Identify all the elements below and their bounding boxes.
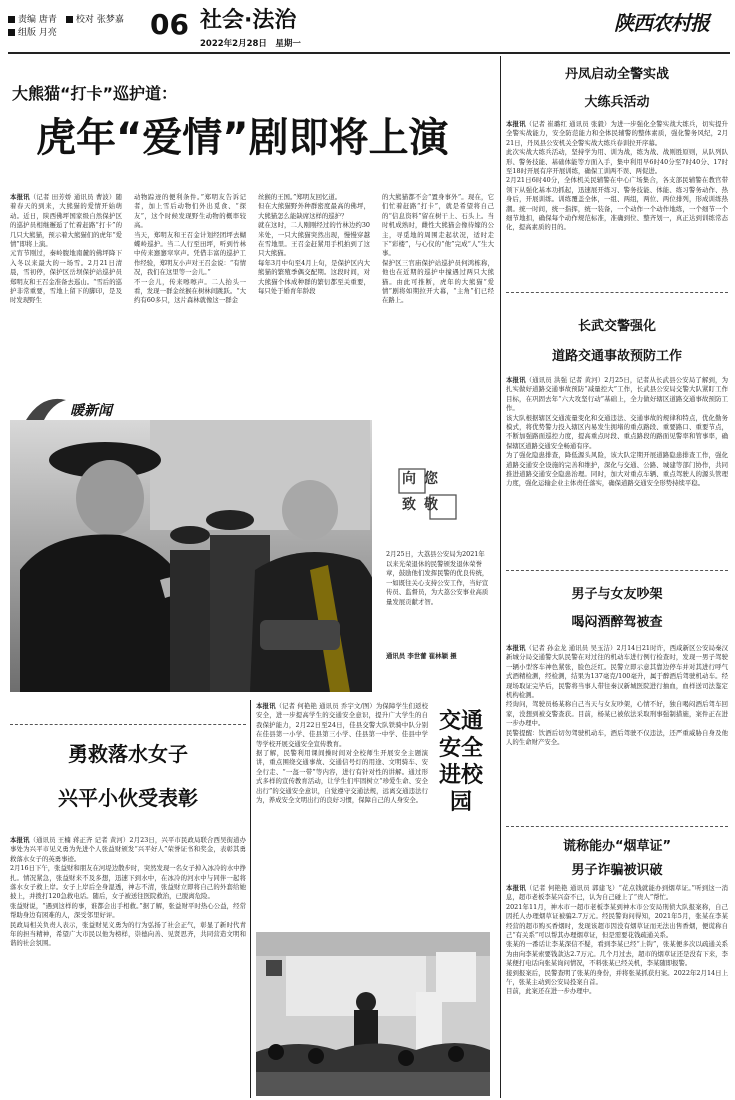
masthead-logo: 陕西农村报 [614,11,709,35]
traffic-body: 本报讯（记者 何艳艳 通讯员 乔宇文/图）为保障学生们返校安全，进一步提高学生的交通安全意识，提升广大学生的自我保护能力，2月22日至24日，佳县交警大队铁骑中队分别在佳县第一小学、佳县第三小学、佳县第一中学、佳县中学等学校开展交通安全宣传教育。 据了解，民警利用课间操时间对全校师生开展安全主题演讲，重点围绕交通事故、交通信号灯的用途、文明骑车、安全行走、“一盔一带”等内容，进行有针对性的讲解。通过形式多样的宣传教育活动，让学生们牢固树立“珍爱生命、安全出行”的交通安全意识，自觉遵守交通法规，远离交通违法行为，养成安全文明出行的良好习惯，保障自己的人身安全。 [256,702,428,805]
fraud-body: 本报讯（记者 何艳艳 通讯员 郭建飞）“花点钱就能办到烟草证。”听到这一消息，超市老板李某兴奋不已，认为自己碰上了“贵人”帮忙。 2021年11月，神木市一超市老板李某到神木市公安局刑侦大队报案称，自己因托人办理烟草证被骗2.7万元。经民警询问得知，2021年5月，张某在李某经营的超市购买香烟时，发现该超市因没有烟草证而无法出售香烟，便谎称自己“有关系”可以帮其办理烟草证，但是需要花钱疏通关系。 张某的一番话让李某深信不疑，看到李某已经“上钩”，张某便多次以疏通关系为由向李某索要钱款达2.7万元。几个月过去，超市的烟草证还是没有下来，李某便打电话向张某询问情况，不料张某已经关机，李某随即报警。 接到报案后，民警查明了张某的身份，并将张某抓获归案。2022年2月14日上午，张某主动到公安局投案自首。 目前，此案还在进一步办理中。 [506,884,728,996]
panda-col4: 的大熊猫都不会“置身事外”。现在，它们忙着赶路“打卡”，就是希望将自己的“信息资料”留在树干上、石头上。当时机成熟时，雌性大熊猫会像待嫁的公主，寻觅地的周围走起状况，适时走下“彩楼”，与心仪的“他”完成“人”生大事。 保护区三官庙保护站巡护员何鸿栋称，他也在近期的巡护中撞遇过两只大熊猫。由此可推断，虎年的大熊猫“爱情”剧将如期拉开大幕，“主角”们已经在路上。 [382,193,494,305]
drunk-title-1: 男子与女友吵架 [571,587,663,602]
rescue-top-rule [10,724,246,725]
changwu-divider [506,570,728,571]
proof-label: 校对 [75,15,94,25]
layout-name: 月亮 [38,28,57,38]
rescue-body: 本报讯（通讯员 王楠 蒋正齐 记者 黄河）2月23日，兴平市民政局联合西吴街道办事处为兴平市见义勇为先进个人张益财颁发“兴平好人”荣誉证书和奖金，表彰其勇救落水女子的英勇事迹。 2月16日下午，张益财和朋友在河堤边散步时，突然发现一名女子掉入冰冷的水中挣扎。情况紧急，张益财来不及多想，迅速下到水中，在冰冷的河水中与同伴一起将落水女子救上岸。女子上岸后全身湿透，神志不清，张益财立即将自己的外套给她披上，并拨打120急救电话。随后，女子被送往医院救治，已脱离危险。 张益财说，“遇到这样的事，谁都会出手相救。”据了解，张益财平时热心公益，经常帮助身边有困难的人，深受邻里好评。 民政局相关负责人表示，张益财见义勇为的行为弘扬了社会正气，彰显了新时代青年的担当精神，希望广大市民以他为榜样，崇德向善、见贤思齐，共同营造文明和谐的社会氛围。 [10,836,246,948]
square-icon [8,16,15,23]
rescue-title-1: 勇救落水女子 [68,742,188,766]
page-number: 06 [150,8,189,41]
photo-credit: 通讯员 李世蕾 崔林颖 摄 [386,652,457,660]
header-credits [8,14,148,40]
layout-label: 组版 [18,28,37,38]
right-column-divider [500,56,501,1098]
fraud-title-2: 男子诈骗被识破 [571,863,663,878]
danfeng-title-2: 大练兵活动 [584,95,650,110]
drunk-title-2: 喝闷酒醉驾被查 [571,615,663,630]
drunk-divider [506,826,728,827]
changwu-body: 本报讯（通讯员 洪强 记者 黄河）2月25日，记者从长武县公安局了解到，为扎实做好道路交通事故预防“减量控大”工作，长武县公安局交警大队紧盯工作目标，在巩固去年“六大攻坚行动”基础上，全力做好辖区道路交通事故预防工作。 该大队根据辖区交通流量变化和交通违法、交通事故的规律和特点，优化勤务模式，将优势警力投入辖区内易发生拥堵的重点路段、重要路口、重要节点，不断加强路面巡控力度，提高重点时段、重点路段的路面见警率和管事率，确保辖区道路交通安全畅通有序。 为了强化隐患排查，降低源头风险，该大队定期开展道路隐患排查工作，强化道路交通安全设施的完善和维护，深化与交通、公路、城建等部门协作，共同推进道路交通安全隐患治理。同时，加大对重点车辆、重点驾驶人的源头管理力度，强化运输企业主体责任落实，确保道路交通安全形势持续平稳。 [506,376,728,488]
rescue-title-2: 兴平小伙受表彰 [58,786,198,810]
photo-caption: 2月25日，大荔县公安局为2021年以来光荣退休的民警颁发退休荣誉章，鼓励他们发挥民警的优良传统，一如既往关心支持公安工作，当好宣传员、监督员，为大荔公安事业高质量发展贡献才智。 [386,550,489,606]
school-safety-photo [256,932,490,1096]
square-icon [66,16,73,23]
square-icon [8,29,15,36]
nuan-news-label: 暖新闻 [22,390,142,426]
fraud-title-1: 谎称能办“烟草证” [562,839,672,854]
header-rule [8,52,730,54]
editor-name: 唐青 [38,15,57,25]
panda-col3: 丝猴的王国。”郑明友回忆道。 但在大熊猫野外种群密度最高的佛坪，大熊猫怎么能缺席这样的巡护？ 就在这时，二人刚刚经过的竹林边约30米处，一只大熊猫突然出现，慢慢穿越在雪地里。王召金赶紧用手机拍到了这只大熊猫。 每年3月中旬至4月上旬，是保护区内大熊猫的繁殖季偶交配期。这段时间，对大熊猫个体成种群的繁衍都至关重要，每只处于婚育年龄段 [258,193,370,296]
danfeng-divider [506,292,728,293]
danfeng-body: 本报讯（记者 崔璐红 通讯员 张毅）为进一步强化全警实战大练兵，切实提升全警实战能力，安全防范能力和全体民辅警的整体素质，强化警务风纪，2月21日，丹凤县公安机关全警实战大练兵春训拉开序幕。 此次实战大练兵活动，坚持学为用、训为战，练为战、战则胜原则，从队列队形、警务技能、基础体能等方面入手，集中利用早6时40分至7时40分、17时至18时开展有序开展训练，确保工训两不误、两促进。 2月21日6时40分，全体机关民辅警在中心广场集合，各支部民辅警在教官带领下从强化基本功抓起，迅速展开练习、警务技能、体能、练习警务动作、热身后，开展训练。训练覆盖全体，一组、两组，两位、两位排列，形成训练热潮。统一时间，统一指挥，统一装备，一个动作一个动作地练，一个细节一个细节地扣，确保每个动作规范标准，准确到位、整齐划一，真正达到训练常态化，提高素质的目的。 [506,120,728,232]
column-divider [250,700,251,1098]
changwu-title-2: 道路交通事故预防工作 [551,349,682,364]
drunk-body: 本报讯（记者 孙金龙 通讯员 吴玉洁）2月14日21时许，西咸新区公安局秦汉新城分局交通警大队民警在对过往的机动车进行例行检查时，发现一男子驾驶一辆小型客车神色紧张，脸色泛红。民警立即示意其靠边停车并对其进行呼气式酒精检测，经检测，结果为137毫克/100毫升，属于醉酒后驾驶机动车。经现场取证完毕后，民警将当事人带往秦汉新城医院进行抽血，血样送司法鉴定机构检测。 经询问，驾驶员杨某称自己当天与女友吵架，心情不好，独自喝闷酒后驾车回家，没想到被交警查获。目前，杨某已被依法采取刑事强制措施，案件正在进一步办理中。 民警提醒：饮酒后切勿驾驶机动车，酒后驾驶不仅违法，还严重威胁自身及他人的生命财产安全。 [506,644,728,747]
panda-col2: 动物踪迹的便利条件。”郑明友告诉记者，加上雪后动物们外出觅食、“探友”，这个时候发现野生动物的概率较高。 当天，郑明友和王召金计划经团坪去蝴蝶岭巡护。当二人行至田坪，听到竹林中传来窸窸窣窣声。凭借丰富的巡护工作经验，郑明友小声对王召金说：“有情况，我们在这里等一会儿。” 不一会儿，传来嚓嚓声。二人抬头一看，发现一群金丝猴在树林间跳跃。“大约有60多只，这片森林就像这一群金 [134,193,246,305]
issue-date: 2022年2月28日 星期一 [200,39,301,49]
proofreader-name: 张梦嘉 [96,15,124,25]
panda-headline: 虎年“爱情”剧即将上演 [36,115,449,161]
classroom-image [256,932,490,1096]
panda-kicker: 大熊猫“打卡”巡护道： [12,84,178,103]
panda-col1: 本报讯（记者 田芳娇 通讯员 曹波）随着春天的到来，大熊猫的爱情开始萌动。近日，陕西佛坪国家级自然保护区的巡护员相继邂逅了忙着赶路“打卡”的几只大熊猫，预示着大熊猫们的虎年“爱情”即将上演。 元宵节刚过，秦岭腹地南麓的佛坪降下入冬以来最大的一场雪。2月21日清晨，雪初停，保护区岳坝保护站巡护员郑明友和王召金准备去巡山。“雪后的巡护非常重要，雪地上留下的脚印，是及时发现野生 [10,193,122,305]
section-title: 社会·法治 [200,8,297,33]
changwu-title-1: 长武交警强化 [577,319,656,334]
traffic-vertical-title: 交通安全进校园 [438,709,483,815]
panda-byline: 本报讯 [10,193,30,201]
editor-label: 责编 [18,15,37,25]
danfeng-title-1: 丹凤启动全警实战 [564,67,669,82]
tribute-stamp: 向您致敬 [396,466,460,522]
